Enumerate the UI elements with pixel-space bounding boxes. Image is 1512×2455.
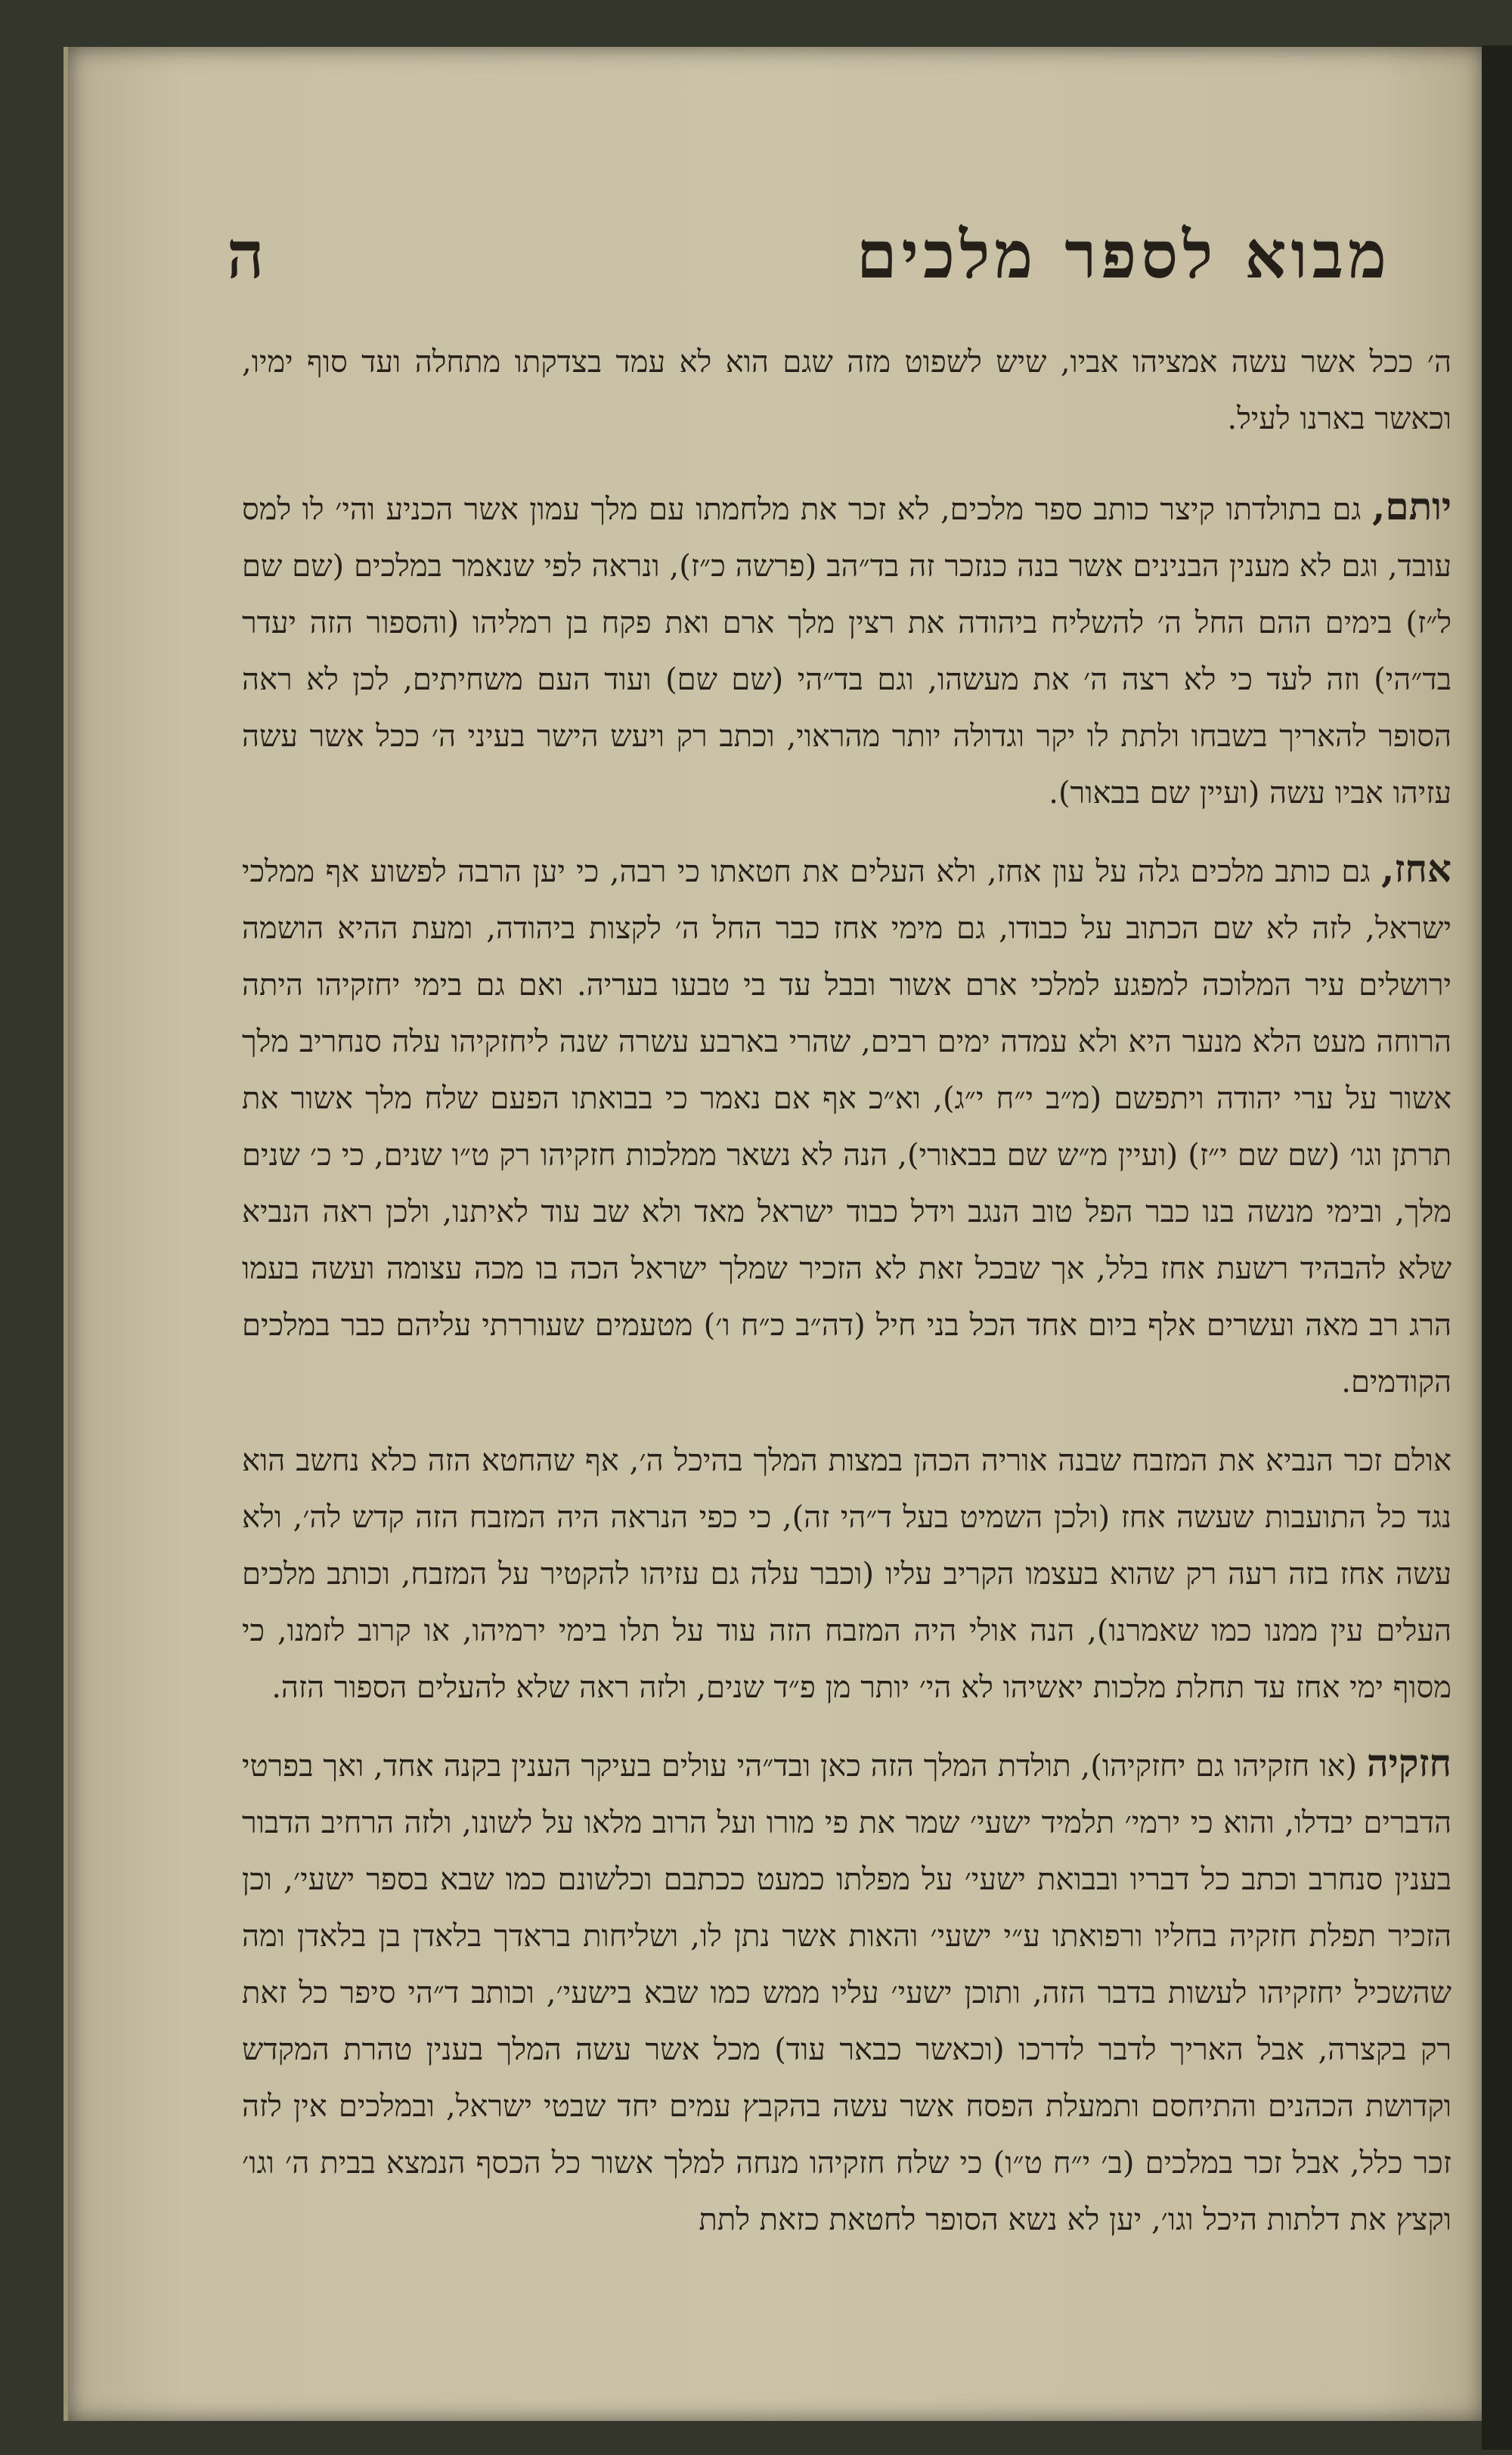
paragraph-lead-word: חזקיה [1366,1741,1452,1785]
page-header [227,217,1452,308]
page-number: ה [227,217,265,293]
paragraph-lead-word: אחז, [1380,846,1452,891]
paragraph [242,478,1452,822]
paragraph [242,840,1452,1411]
paragraph [242,1734,1452,2249]
paragraph [242,1429,1452,1716]
page-text-block [227,217,1452,2267]
paragraph-text: גם בתולדתו קיצר כותב ספר מלכים, לא זכר את מלחמתו עם מלך עמון אשר הכניע והי׳ לו למס עובד, וגם לא מענין הבנינים אשר בנה כנזכר זה בד״הב (פרשה כ״ז), ונראה לפי שנאמר במלכים (שם שם ל״ז) בימים ההם החל ה׳ להשליח ביהודה את רצין מלך ארם ואת פקח בן רמליהו (והספור הזה יעדר בד״הי) וזה לעד כי לא רצה ה׳ את מעשהו, וגם בד״הי (שם שם) ועוד העם משחיתים, לכן לא ראה הסופר להאריך בשבחו ולתת לו יקר וגדולה יותר מהראוי, וכתב רק ויעש הישר בעיני ה׳ ככל אשר עשה עזיהו אביו עשה (ועיין שם בבאור). [242,492,1452,811]
paragraph-text: אולם זכר הנביא את המזבח שבנה אוריה הכהן במצות המלך בהיכל ה׳, אף שהחטא הזה כלא נחשב הוא נגד כל התועבות שעשה אחז (ולכן השמיט בעל ד״הי זה), כי כפי הנראה היה המזבח הזה קדש לה׳, ולא עשה אחז בזה רעה רק שהוא בעצמו הקריב עליו (וכבר עלה גם עזיהו להקטיר על המזבח, וכותב מלכים העלים עין ממנו כמו שאמרנו), הנה אולי היה המזבח הזה עוד על תלו בימי ירמיהו, או קרוב לזמנו, כי מסוף ימי אחז עד תחלת מלכות יאשיהו לא הי׳ יותר מן פ״ד שנים, ולזה ראה שלא להעלים הספור הזה. [242,1443,1452,1705]
paragraph-lead-word: יותם, [1372,484,1452,529]
paragraph [242,330,1452,448]
paragraph-text: גם כותב מלכים גלה על עון אחז, ולא העלים את חטאתו כי רבה, כי יען הרבה לפשוע אף ממלכי ישראל, לזה לא שם הכתוב על כבודו, גם מימי אחז כבר החל ה׳ לקצות ביהודה, ומעת ההיא הושמה ירושלים עיר המלוכה למפגע למלכי ארם אשור ובבל עד בי טבעו בעריה. ואם גם בימי יחזקיהו היתה הרוחה מעט הלא מנער היא ולא עמדה ימים רבים, שהרי בארבע עשרה שנה ליחזקיהו עלה סנחריב מלך אשור על ערי יהודה ויתפשם (מ״ב י״ח י״ג), וא״כ אף אם נאמר כי בבואתו הפעם שלח מלך אשור את תרתן וגו׳ (שם שם י״ז) (ועיין מ״ש שם בבאורי), הנה לא נשאר ממלכות חזקיהו רק ט״ו שנים, כי כ׳ שנים מלך, ובימי מנשה בנו כבר הפל טוב הנגב וידל כבוד ישראל מאד ולא שב עוד לאיתנו, ולכן ראה הנביא שלא להבהיד רשעת אחז בלל, אך שבכל זאת לא הזכיר שמלך ישראל הכה בו מכה עצומה ועשה בעמו הרג רב מאה ועשרים אלף ביום אחד הכל בני חיל (דה״ב כ״ח ו׳) מטעמים שעוררתי עליהם כבר במלכים הקודמים. [242,854,1452,1400]
page-edge [1482,45,1512,2450]
paragraph-text: ה׳ ככל אשר עשה אמציהו אביו, שיש לשפוט מזה שגם הוא לא עמד בצדקתו מתחלה ועד סוף ימיו, וכאשר בארנו לעיל. [242,345,1452,436]
running-title: מבוא לספר מלכים [856,217,1391,293]
paragraph-text: (או חזקיהו גם יחזקיהו), תולדת המלך הזה כאן ובד״הי עולים בעיקר הענין בקנה אחד, ואך בפרטי הדברים יבדלו, והוא כי ירמי׳ תלמיד ישעי׳ שמר את פי מורו ועל הרוב מלאו על לשונו, ולזה הרחיב הדבור בענין סנחרב וכתב כל דבריו ובבואת ישעי׳ על מפלתו כמעט ככתבם וכלשונם כמו שבא בספר ישעי׳, וכן הזכיר תפלת חזקיה בחליו ורפואתו ע״י ישעי׳ והאות אשר נתן לו, ושליחות בראדך בלאדן בן בלאדן ומה שהשכיל יחזקיהו לעשות בדבר הזה, ותוכן ישעי׳ עליו ממש כמו שבא בישעי׳, וכותב ד״הי סיפר כל זאת רק בקצרה, אבל האריך לדבר לדרכו (וכאשר כבאר עוד) מכל אשר עשה המלך בענין טהרת המקדש וקדושת הכהנים והתיחסם ותמעלת הפסח אשר עשה בהקבץ עמים יחד שבטי ישראל, ובמלכים אין לזה זכר כלל, אבל זכר במלכים (ב׳ י״ח ט״ו) כי שלח חזקיהו מנחה למלך אשור כל הכסף הנמצא בבית ה׳ וגו׳ וקצץ את דלתות היכל וגו׳, יען לא נשא הסופר לחטאת כזאת לתת [242,1749,1452,2237]
book-page [64,47,1485,2421]
